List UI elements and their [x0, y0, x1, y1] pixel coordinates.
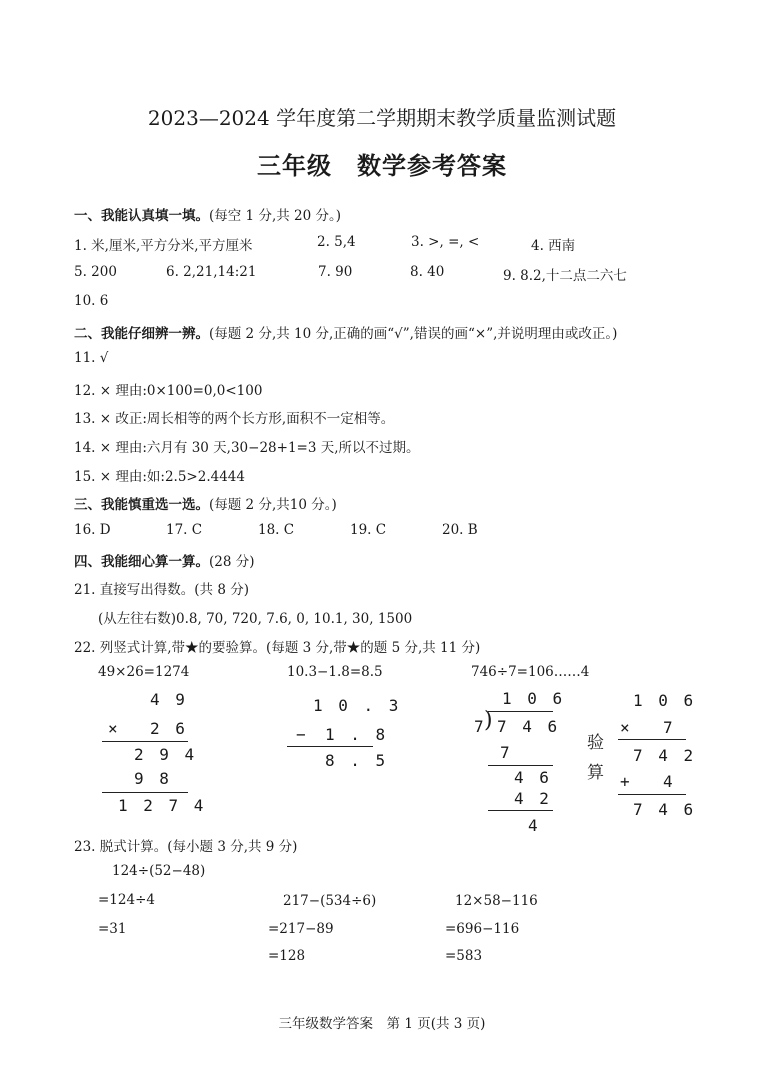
calc1-equation: 49×26=1274 — [98, 664, 190, 680]
calc3-remainder: 4 — [528, 816, 541, 835]
answer-2: 2. 5,4 — [317, 234, 356, 250]
calc3-division-bar — [488, 711, 553, 712]
answer-13: 13. × 改正:周长相等的两个长方形,面积不一定相等。 — [74, 411, 395, 427]
q23-c1-result: =31 — [98, 921, 127, 937]
section-3-heading: 三、我能慎重选一选。 — [74, 497, 209, 513]
section-1-header — [74, 204, 341, 224]
calc2-rule — [287, 746, 373, 747]
q23-c2-expr: 217−(534÷6) — [283, 893, 377, 909]
verify-multiplicand: 1 0 6 — [633, 691, 697, 710]
calc3-dividend: 7 4 6 — [497, 717, 561, 736]
calc3-rule-1 — [488, 765, 553, 766]
answer-7: 7. 90 — [318, 264, 353, 280]
answer-1: 1. 米,厘米,平方分米,平方厘米 — [74, 238, 253, 254]
calc3-rule-2 — [488, 810, 553, 811]
calc2-result: 8 . 5 — [325, 751, 389, 770]
document-subtitle: 三年级 数学参考答案 — [257, 151, 507, 180]
section-1-heading: 一、我能认真填一填。 — [74, 208, 209, 224]
verify-rule-2 — [618, 794, 686, 795]
verify-product: 7 4 2 — [633, 746, 697, 765]
calc1-multiplier: 2 6 — [150, 719, 188, 738]
answer-14: 14. × 理由:六月有 30 天,30−28+1=3 天,所以不过期。 — [74, 440, 420, 456]
calc1-operator: × — [108, 719, 121, 738]
calc3-divisor: 7 — [474, 717, 487, 736]
q21-answer: (从左往右数)0.8, 70, 720, 7.6, 0, 10.1, 30, 1500 — [98, 611, 413, 627]
document-title: 2023—2024 学年度第二学期期末教学质量监测试题 — [147, 106, 617, 130]
q23-c2-result: =128 — [268, 948, 306, 964]
calc2-operator: − — [296, 725, 309, 744]
calc3-step-1: 7 — [500, 743, 513, 762]
answer-18: 18. C — [258, 522, 295, 538]
section-2-heading: 二、我能仔细辨一辨。 — [74, 326, 209, 342]
calc2-minuend: 1 0 . 3 — [313, 696, 402, 715]
page-footer: 三年级数学答案 第 1 页(共 3 页) — [278, 1016, 486, 1032]
calc3-step-2: 4 6 — [514, 768, 552, 787]
q22-label: 22. 列竖式计算,带★的要验算。(每题 3 分,带★的题 5 分,共 11 分) — [74, 640, 481, 656]
calc1-partial-1: 2 9 4 — [134, 745, 198, 764]
answer-10: 10. 6 — [74, 293, 109, 309]
answer-5: 5. 200 — [74, 264, 117, 280]
answer-15: 15. × 理由:如:2.5>2.4444 — [74, 469, 245, 485]
answer-19: 19. C — [350, 522, 387, 538]
answer-11: 11. √ — [74, 350, 109, 366]
section-4-note: (28 分) — [209, 554, 255, 570]
answer-20: 20. B — [442, 522, 478, 538]
calc1-partial-2: 9 8 — [134, 769, 172, 788]
calc1-rule-1 — [102, 741, 188, 742]
q23-c2-step: =217−89 — [268, 921, 334, 937]
verify-remainder: 4 — [663, 772, 676, 791]
answer-9: 9. 8.2,十二点二六七 — [503, 268, 627, 284]
q23-label: 23. 脱式计算。(每小题 3 分,共 9 分) — [74, 839, 298, 855]
answer-8: 8. 40 — [410, 264, 445, 280]
verify-label-1: 验 — [587, 733, 604, 753]
calc3-step-3: 4 2 — [514, 789, 552, 808]
verify-operator-1: × — [620, 718, 633, 737]
calc3-equation: 746÷7=106……4 — [471, 664, 590, 680]
q23-c3-result: =583 — [445, 948, 483, 964]
verify-operator-2: + — [620, 772, 633, 791]
verify-multiplier: 7 — [663, 718, 676, 737]
q23-c3-step: =696−116 — [445, 921, 520, 937]
verify-label-2: 算 — [587, 763, 604, 783]
answer-6: 6. 2,21,14:21 — [166, 264, 257, 280]
section-3-note: (每题 2 分,共10 分。) — [209, 497, 337, 513]
calc1-multiplicand: 4 9 — [150, 690, 188, 709]
calc2-equation: 10.3−1.8=8.5 — [287, 664, 383, 680]
section-2-note: (每题 2 分,共 10 分,正确的画“√”,错误的画“×”,并说明理由或改正。) — [209, 326, 618, 342]
section-4-heading: 四、我能细心算一算。 — [74, 554, 209, 570]
q23-c1-expr: 124÷(52−48) — [112, 863, 206, 879]
calc3-quotient: 1 0 6 — [502, 689, 566, 708]
calc2-subtrahend: 1 . 8 — [325, 725, 389, 744]
section-1-note: (每空 1 分,共 20 分。) — [209, 208, 342, 224]
section-4-header — [74, 550, 255, 570]
section-3-header — [74, 493, 337, 513]
calc1-result: 1 2 7 4 — [118, 796, 207, 815]
q23-c1-step: =124÷4 — [98, 892, 155, 908]
section-2-header — [74, 322, 617, 342]
q23-c3-expr: 12×58−116 — [455, 893, 538, 909]
calc1-rule-2 — [102, 792, 188, 793]
verify-result: 7 4 6 — [633, 800, 697, 819]
division-bracket-icon: ) — [484, 708, 493, 733]
answer-3: 3. >, =, < — [411, 234, 480, 250]
verify-rule-1 — [618, 739, 686, 740]
answer-16: 16. D — [74, 522, 111, 538]
answer-4: 4. 西南 — [531, 238, 576, 254]
q21-label: 21. 直接写出得数。(共 8 分) — [74, 582, 249, 598]
answer-12: 12. × 理由:0×100=0,0<100 — [74, 383, 263, 399]
answer-17: 17. C — [166, 522, 203, 538]
